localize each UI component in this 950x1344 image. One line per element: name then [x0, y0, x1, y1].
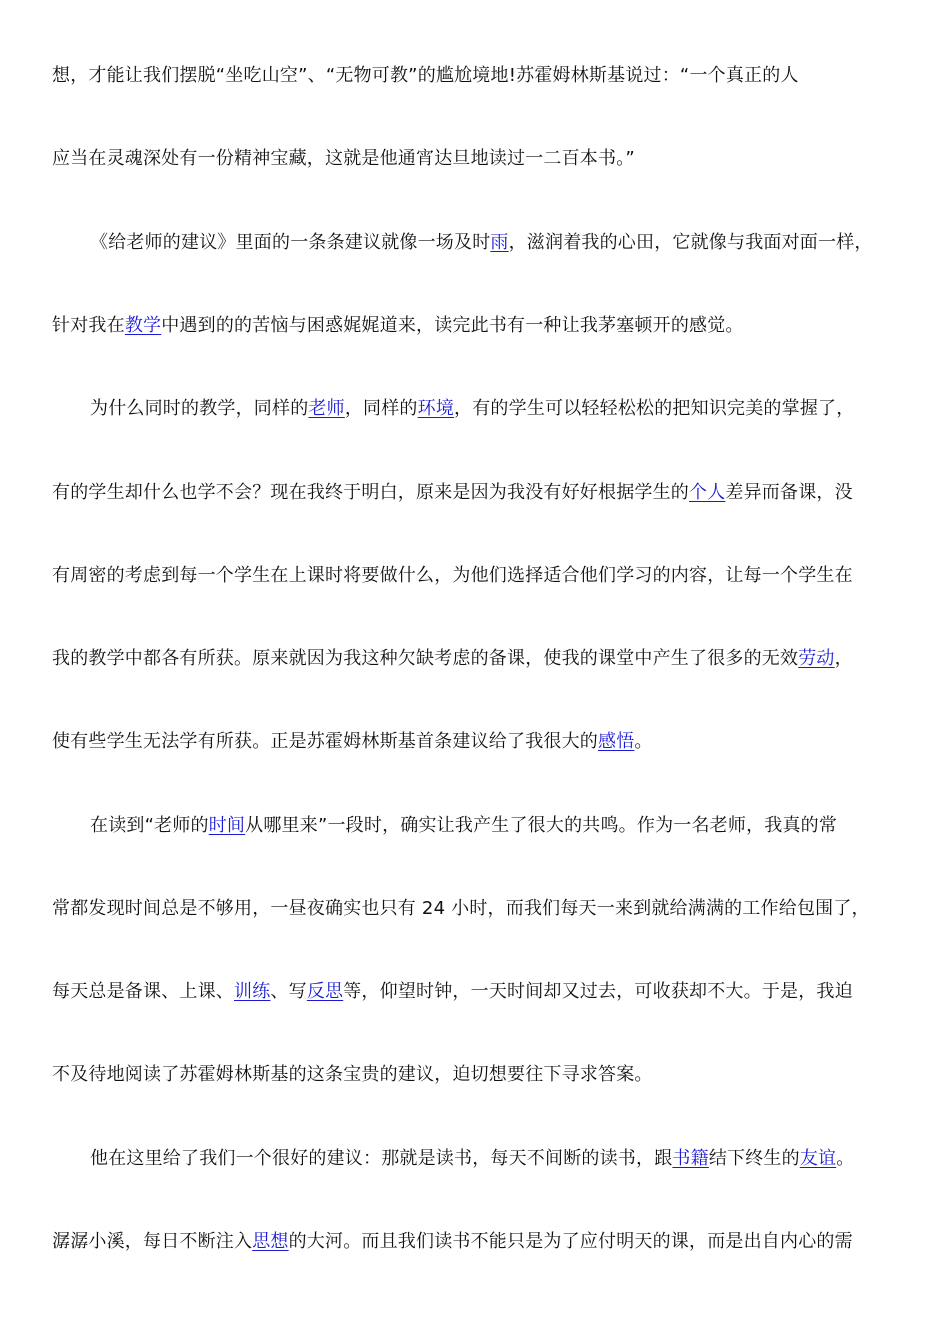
- text-run: 。: [634, 731, 653, 752]
- text-run: 应当在灵魂深处有一份精神宝藏，这就是他通宵达旦地读过一二百本书。”: [52, 148, 635, 169]
- link-books[interactable]: 书籍: [672, 1148, 709, 1169]
- text-run: 每天总是备课、上课、: [52, 981, 234, 1002]
- link-teacher[interactable]: 老师: [308, 398, 345, 419]
- text-line: [52, 563, 922, 589]
- text-run: 常都发现时间总是不够用，一昼夜确实也只有 24 小时，而我们每天一来到就给满满的工作给包围了，: [52, 898, 870, 919]
- text-run: 、写: [270, 981, 307, 1002]
- text-run: ，有的学生可以轻轻松松的把知识完美的掌握了，: [454, 398, 855, 419]
- text-run: 他在这里给了我们一个很好的建议：那就是读书，每天不间断的读书，跟: [90, 1148, 673, 1169]
- text-line: [52, 729, 922, 755]
- link-insight[interactable]: 感悟: [598, 731, 635, 752]
- text-run: 差异而备课，没: [725, 482, 853, 503]
- link-reflection[interactable]: 反思: [306, 981, 344, 1002]
- text-run: 想，才能让我们摆脱“坐吃山空”、“无物可教”的尴尬境地!苏霍姆林斯基说过：“一个真正的人: [52, 65, 799, 86]
- text-run: ，滋润着我的心田，它就像与我面对面一样，: [508, 232, 873, 253]
- text-line: [52, 480, 922, 506]
- link-friendship[interactable]: 友谊: [799, 1148, 837, 1169]
- text-run: 不及待地阅读了苏霍姆林斯基的这条宝贵的建议，迫切想要往下寻求答案。: [52, 1064, 653, 1085]
- text-run: ，: [834, 648, 853, 669]
- text-line: [52, 1229, 922, 1255]
- text-run: 。: [836, 1148, 855, 1169]
- link-thought[interactable]: 思想: [252, 1231, 289, 1252]
- text-run: 使有些学生无法学有所获。正是苏霍姆林斯基首条建议给了我很大的: [52, 731, 598, 752]
- text-run: 有周密的考虑到每一个学生在上课时将要做什么，为他们选择适合他们学习的内容，让每一个学生在: [52, 565, 853, 586]
- text-run: 为什么同时的教学，同样的: [90, 398, 309, 419]
- text-run: 等，仰望时钟，一天时间却又过去，可收获却不大。于是，我迫: [343, 981, 853, 1002]
- link-individual[interactable]: 个人: [689, 482, 726, 503]
- text-run: 中遇到的的苦恼与困惑娓娓道来，读完此书有一种让我茅塞顿开的感觉。: [161, 315, 744, 336]
- text-line: [52, 146, 922, 172]
- text-run: 潺潺小溪，每日不断注入: [52, 1231, 253, 1252]
- text-run: 我的教学中都各有所获。原来就因为我这种欠缺考虑的备课，使我的课堂中产生了很多的无效: [52, 648, 799, 669]
- text-line: [52, 646, 922, 672]
- text-line: [52, 313, 922, 339]
- link-labor[interactable]: 劳动: [798, 648, 835, 669]
- text-run: 从哪里来”一段时，确实让我产生了很大的共鸣。作为一名老师，我真的常: [245, 815, 838, 836]
- link-training[interactable]: 训练: [234, 981, 271, 1002]
- link-teaching[interactable]: 教学: [124, 315, 162, 336]
- text-line: [52, 63, 922, 89]
- text-line: [52, 979, 922, 1005]
- link-rain[interactable]: 雨: [490, 232, 509, 253]
- text-line: [90, 813, 922, 839]
- text-run: 针对我在: [52, 315, 125, 336]
- text-line: [52, 896, 922, 922]
- text-run: 有的学生却什么也学不会？现在我终于明白，原来是因为我没有好好根据学生的: [52, 482, 689, 503]
- link-environment[interactable]: 环境: [417, 398, 455, 419]
- text-run: 在读到“老师的: [90, 815, 209, 836]
- text-line: [90, 1146, 922, 1172]
- text-line: [90, 396, 922, 422]
- text-line: [90, 230, 922, 256]
- text-run: 的大河。而且我们读书不能只是为了应付明天的课，而是出自内心的需: [288, 1231, 853, 1252]
- link-time[interactable]: 时间: [208, 815, 246, 836]
- text-run: 《给老师的建议》里面的一条条建议就像一场及时: [90, 232, 491, 253]
- text-run: 结下终生的: [708, 1148, 800, 1169]
- text-line: [52, 1062, 922, 1088]
- text-run: ，同样的: [344, 398, 418, 419]
